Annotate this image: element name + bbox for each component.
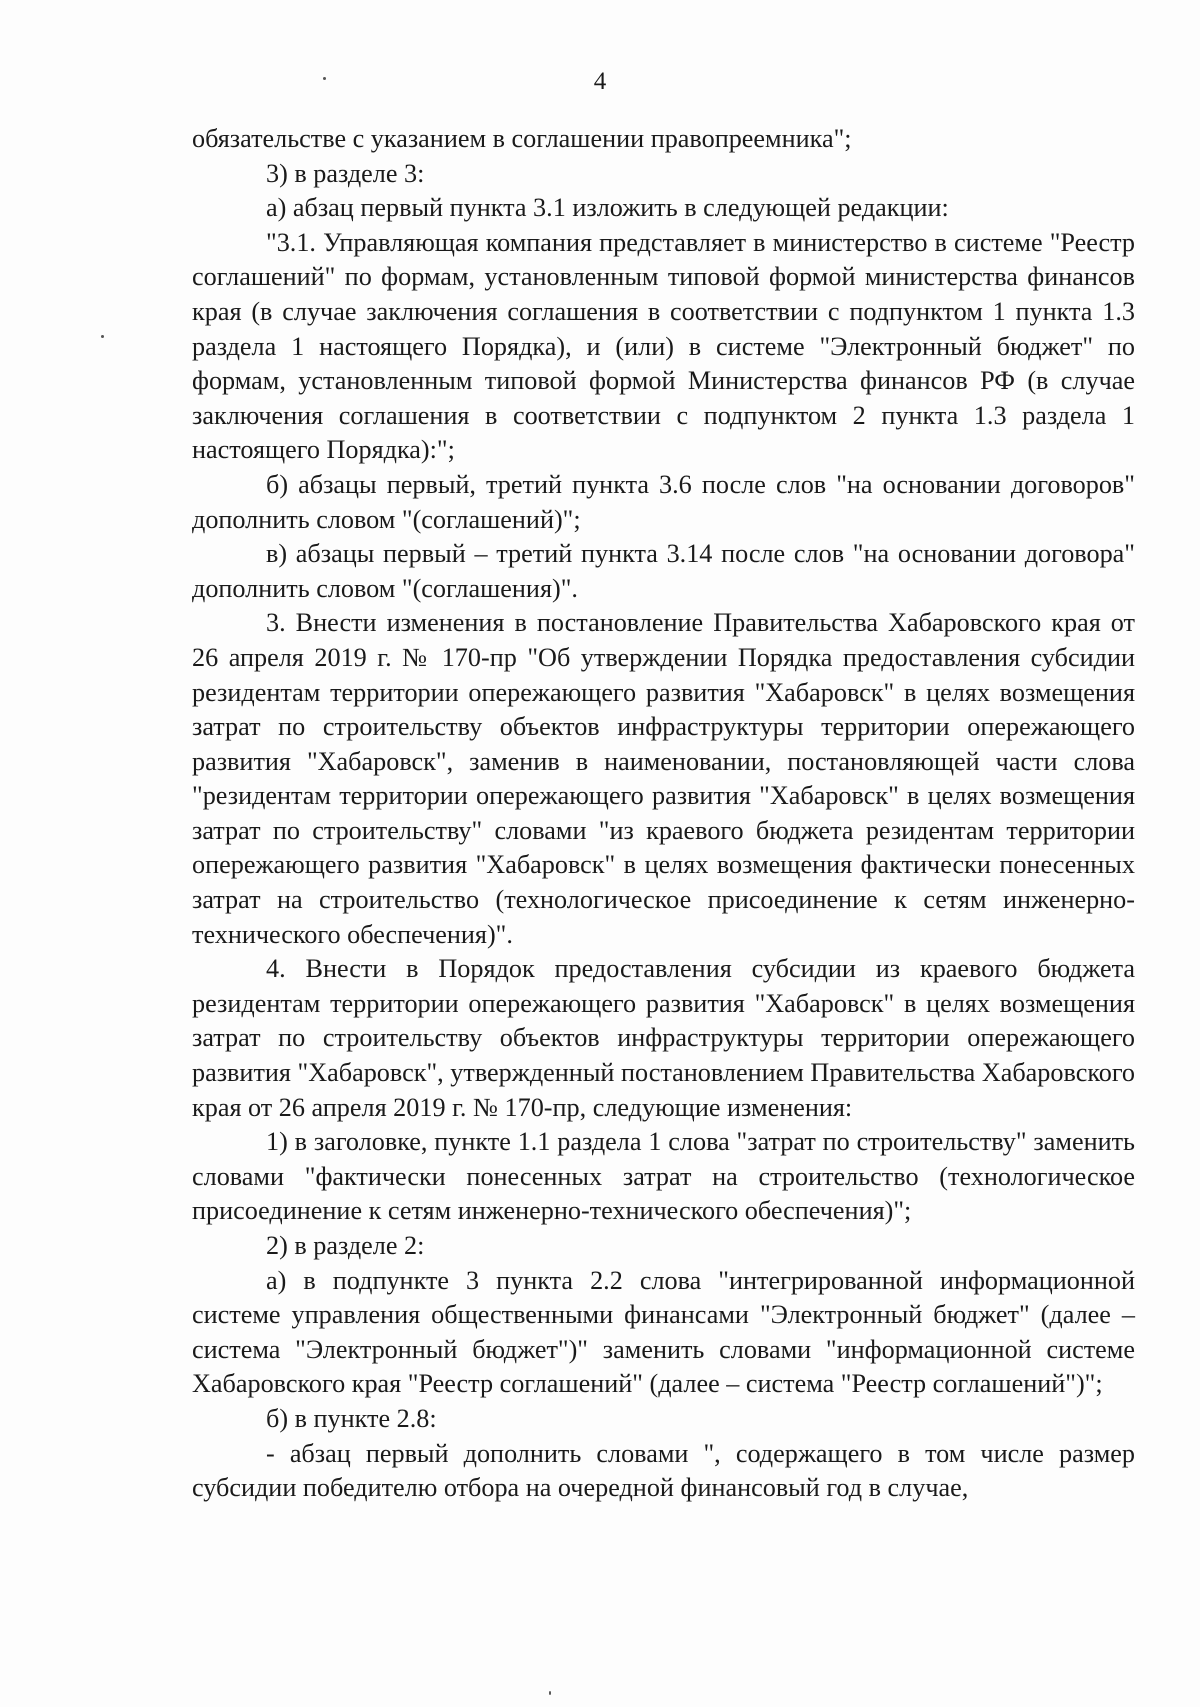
scan-speck [101,335,104,338]
paragraph-item-b: б) абзацы первый, третий пункта 3.6 после слов "на основании договоров" дополнить словом "(соглашений)"; [192,469,1135,534]
paragraph-continuation: обязательстве с указанием в соглашении правопреемника"; [192,124,852,153]
scan-speck [323,77,326,80]
paragraph-item-v: в) абзацы первый – третий пункта 3.14 после слов "на основании договора" дополнить словом "(соглашения)". [192,539,1135,603]
paragraph-section-3: 3) в разделе 3: [266,158,425,188]
paragraph-item-a: а) абзац первый пункта 3.1 изложить в следующей редакции: [266,193,949,223]
scan-speck [549,1691,551,1695]
paragraph-subitem-2a: а) в подпункте 3 пункта 2.2 слова "интегрированной информационной системе управления общественными финансами "Электронный бюджет" (далее – система "Электронный бюджет")" заменить словами "информационной системе Хабаровского края "Реестр соглашений" (далее – система "Реестр соглашений")"; [192,1265,1135,1399]
paragraph-subitem-2: 2) в разделе 2: [266,1231,425,1260]
paragraph-point-4: 4. Внести в Порядок предоставления субсидии из краевого бюджета резидентам территории опережающего развития "Хабаровск" в целях возмещения затрат по строительству объектов инфраструктуры территории опережающего развития "Хабаровск", утвержденный постановлением Правительства Хабаровского края от 26 апреля 2019 г. № 170-пр, следующие изменения: [192,954,1135,1122]
paragraph-dash-item: - абзац первый дополнить словами ", содержащего в том числе размер субсидии победителю отбора на очередной финансовый год в случае, [192,1438,1135,1503]
paragraph-subitem-2b: б) в пункте 2.8: [266,1403,437,1433]
paragraph-subitem-1: 1) в заголовке, пункте 1.1 раздела 1 слова "затрат по строительству" заменить словами "фактически понесенных затрат на строительство (технологическое присоединение к сетям инженерно-технического обеспечения)"; [192,1127,1135,1226]
document-body [192,122,1135,1506]
paragraph-point-3: 3. Внести изменения в постановление Правительства Хабаровского края от 26 апреля 2019 г. № 170-пр "Об утверждении Порядка предоставления субсидии резидентам территории опережающего развития "Хабаровск" в целях возмещения затрат по строительству объектов инфраструктуры территории опережающего развития "Хабаровск", заменив в наименовании, постановляющей части слова "резидентам территории опережающего развития "Хабаровск" в целях возмещения затрат по строительству" словами "из краевого бюджета резидентам территории опережающего развития "Хабаровск" в целях возмещения фактически понесенных затрат на строительство (технологическое присоединение к сетям инженерно-технического обеспечения)". [192,608,1135,949]
page-number: 4 [593,68,607,95]
paragraph-quote-3-1: "3.1. Управляющая компания представляет в министерство в системе "Реестр соглашений" по формам, установленным типовой формой министерства финансов края (в случае заключения соглашения в соответствии с подпунктом 1 пункта 1.3 раздела 1 настоящего Порядка), и (или) в системе "Электронный бюджет" по формам, установленным типовой формой Министерства финансов РФ (в случае заключения соглашения в соответствии с подпунктом 2 пункта 1.3 раздела 1 настоящего Порядка):"; [192,227,1135,465]
